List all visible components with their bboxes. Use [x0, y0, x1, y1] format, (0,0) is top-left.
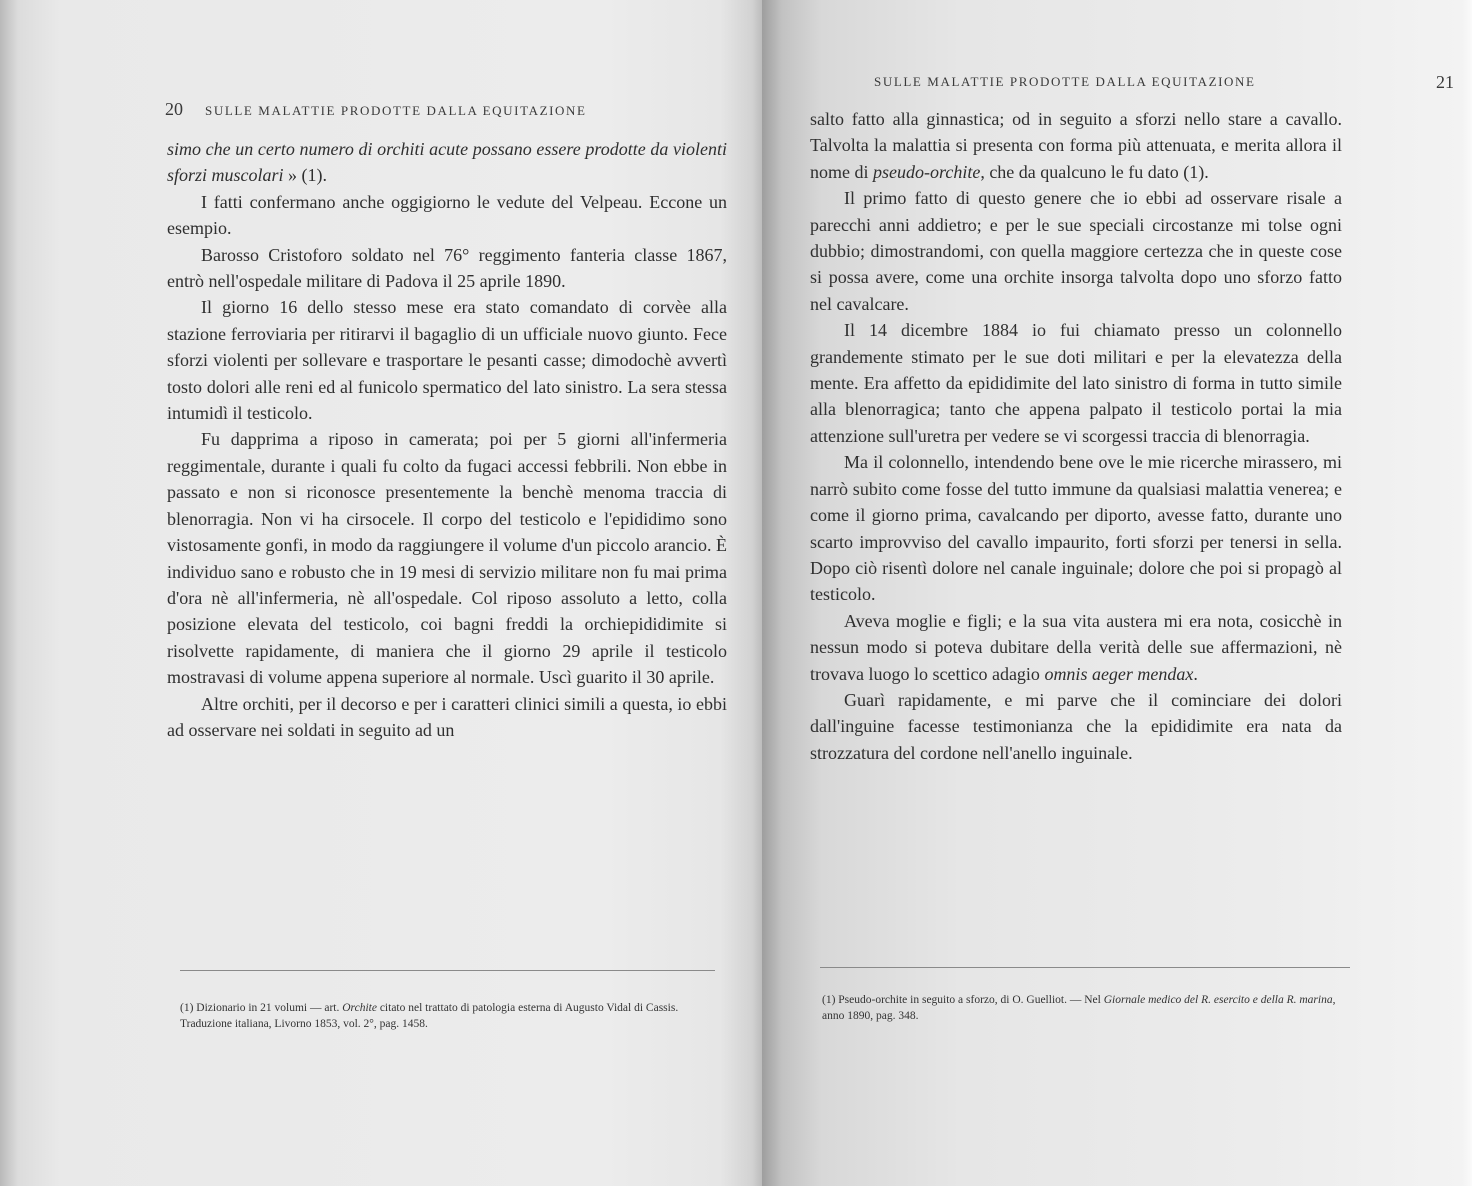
text-run: Il primo fatto di questo genere che io ebbi ad osservare risale a parecchi anni addietro; e per le sue speciali circostanze mi tolse ogni dubbio; dimostrandomi, con quella maggiore certezza che in queste cose si possa avere, come una orchite insorga talvolta dopo uno sforzo fatto nel cavalcare. [810, 188, 1342, 314]
paragraph [167, 294, 727, 426]
text-run: Fu dapprima a riposo in camerata; poi per 5 giorni all'infermeria reggimentale, durante i quali fu colto da fugaci accessi febbrili. Non ebbe in passato e non si riconosce presentemente la benchè menoma traccia di blenorragia. Non vi ha cirsocele. Il corpo del testicolo e l'epididimo sono vistosamente gonfi, in modo da raggiungere il volume d'un piccolo arancio. È individuo sano e robusto che in 19 mesi di servizio militare non fu mai prima d'ora nè all'infermeria, nè all'ospedale. Col riposo assoluto a letto, colla posizione elevata del testicolo, coi bagni freddi la orchiepididimite si risolvette rapidamente, di maniera che il giorno 29 aprile il testicolo mostravasi di volume appena superiore al normale. Uscì guarito il 30 aprile. [167, 429, 727, 688]
italic-text: Orchite [342, 1002, 377, 1014]
body-text [167, 136, 727, 743]
body-text [810, 106, 1342, 766]
paragraph [810, 106, 1342, 185]
text-run: (1) Pseudo-orchite in seguito a sforzo, di O. Guelliot. — Nel [822, 994, 1104, 1006]
paragraph [167, 136, 727, 189]
italic-text: simo che un certo numero di orchiti acute possano essere prodotte da violenti sforzi muscolari [167, 139, 727, 186]
text-run: salto fatto alla ginnastica; od in seguito a sforzi nello stare a cavallo. Talvolta la malattia si presenta con forma più attenuata, e merita allora il nome di [810, 109, 1342, 182]
paragraph [810, 185, 1342, 317]
italic-text: Giornale medico del R. esercito e della R. marina [1103, 994, 1333, 1006]
italic-text: omnis aeger mendax [1044, 663, 1194, 684]
page-number: 20 [165, 99, 183, 119]
footnote-divider [180, 970, 715, 971]
text-run: Aveva moglie e figli; e la sua vita austera mi era nota, cosicchè in nessun modo si poteva dubitare della verità delle sue affermazioni, nè trovava luogo lo scettico adagio [810, 610, 1342, 684]
text-run: Barosso Cristoforo soldato nel 76° reggimento fanteria classe 1867, entrò nell'ospedale militare di Padova il 25 aprile 1890. [167, 244, 727, 292]
text-run: , anno 1890, pag. 348. [822, 994, 1336, 1022]
text-run: I fatti confermano anche oggigiorno le vedute del Velpeau. Eccone un esempio. [167, 191, 727, 239]
paragraph [167, 189, 727, 242]
footnote-divider [820, 967, 1350, 968]
paragraph [810, 608, 1342, 687]
paragraph [167, 242, 727, 295]
paragraph [167, 426, 727, 690]
text-run: citato nel trattato di patologia esterna di Augusto Vidal di Cassis. Traduzione italiana, Livorno 1853, vol. 2°, pag. 1458. [180, 1002, 679, 1030]
footnote [180, 1000, 715, 1032]
running-header [165, 99, 725, 120]
running-head: SULLE MALATTIE PRODOTTE DALLA EQUITAZIONE [205, 103, 587, 118]
running-head: SULLE MALATTIE PRODOTTE DALLA EQUITAZIONE [874, 74, 1256, 89]
running-header [874, 74, 1454, 90]
right-page [762, 0, 1472, 1186]
page-number: 21 [1436, 72, 1454, 92]
text-run: Ma il colonnello, intendendo bene ove le mie ricerche mirassero, mi narrò subito come fosse del tutto immune da qualsiasi malattia venerea; e come il giorno prima, cavalcando per diporto, avesse fatto, durante uno scarto improvviso del cavallo impaurito, forti sforzi per tenersi in sella. Dopo ciò risentì dolore nel canale inguinale; dolore che poi si propagò al testicolo. [810, 452, 1342, 605]
text-run: . [1193, 663, 1198, 684]
italic-text: pseudo-orchite [873, 161, 981, 182]
text-run: Il 14 dicembre 1884 io fui chiamato presso un colonnello grandemente stimato per le sue doti militari e per la elevatezza della mente. Era affetto da epididimite del lato sinistro di forma in tutto simile alla blenorragica; tanto che appena palpato il testicolo portai la mia attenzione sull'uretra per vedere se vi scorgessi traccia di blenorragia. [810, 320, 1342, 446]
text-run: Il giorno 16 dello stesso mese era stato comandato di corvèe alla stazione ferroviaria per ritirarvi il bagaglio di un ufficiale nuovo giunto. Fece sforzi violenti per sollevare e trasportare le pesanti casse; dimodochè avvertì tosto dolori alle reni ed al funicolo spermatico del lato sinistro. La sera stessa intumidì il testicolo. [167, 297, 727, 424]
footnote [822, 992, 1352, 1024]
text-run: Altre orchiti, per il decorso e per i caratteri clinici simili a questa, io ebbi ad osservare nei soldati in seguito ad un [167, 693, 727, 740]
paragraph [810, 449, 1342, 607]
text-run: (1) Dizionario in 21 volumi — art. [180, 1002, 343, 1014]
paragraph [810, 687, 1342, 766]
paragraph [810, 317, 1342, 449]
paragraph [167, 691, 727, 744]
text-run: , che da qualcuno le fu dato (1). [980, 161, 1209, 182]
text-run: Guarì rapidamente, e mi parve che il cominciare dei dolori dall'inguine facesse testimonianza che la epididimite era nata da strozzatura del cordone nell'anello inguinale. [810, 689, 1342, 763]
text-run: » (1). [283, 165, 328, 186]
